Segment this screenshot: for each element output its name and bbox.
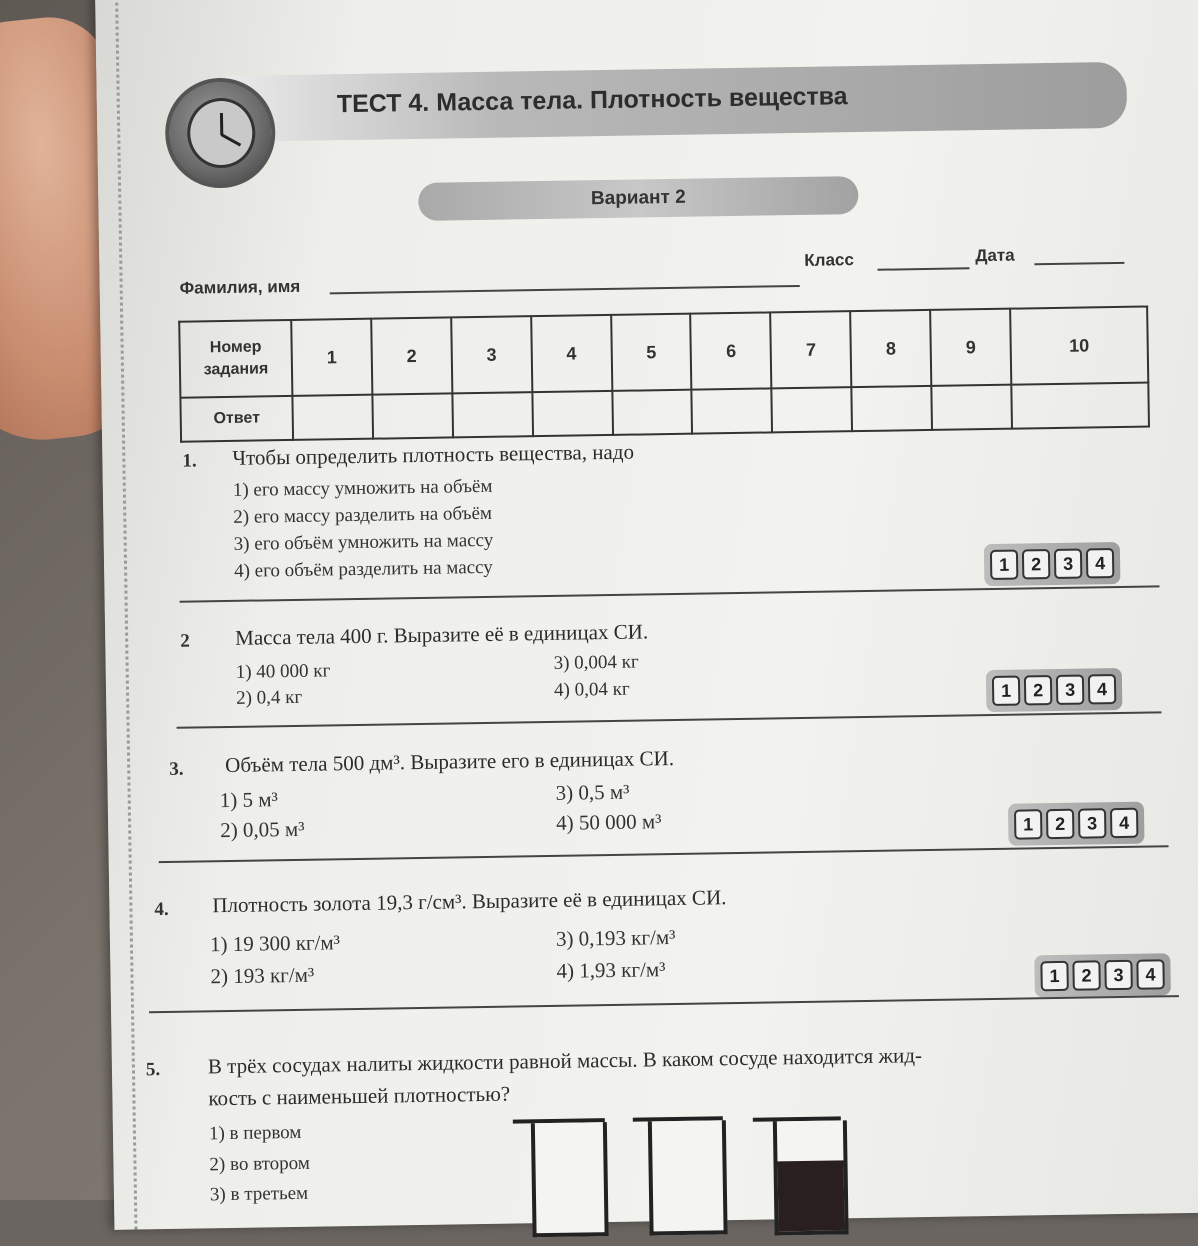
choice-box[interactable]: 1 (1014, 809, 1042, 839)
answer-cell[interactable] (612, 390, 693, 435)
answer-cell[interactable] (372, 393, 453, 438)
choice-box[interactable]: 3 (1054, 549, 1082, 579)
answer-cell[interactable] (1011, 383, 1149, 429)
task-number-cell: 4 (531, 315, 612, 392)
date-field[interactable] (1034, 261, 1124, 265)
choice-box[interactable]: 4 (1088, 674, 1116, 704)
answer-cell[interactable] (452, 392, 533, 437)
vessel-3-liquid (777, 1160, 844, 1231)
question-4-number: 4. (154, 898, 169, 921)
vessel-2-icon (648, 1120, 728, 1235)
variant-badge: Вариант 2 (418, 176, 859, 221)
choice-box[interactable]: 3 (1104, 960, 1132, 990)
question-3-option: 3) 0,5 м³ (555, 779, 630, 805)
question-5-option: 1) в первом (208, 1121, 302, 1145)
question-4-choices (1034, 953, 1171, 997)
task-label-line1: Номер (209, 338, 262, 357)
task-number-cell: 2 (371, 317, 452, 394)
answer-cell[interactable] (292, 395, 373, 440)
test-sheet (95, 0, 1198, 1230)
divider (177, 711, 1162, 728)
choice-box[interactable]: 1 (990, 550, 1018, 580)
name-field[interactable] (330, 284, 800, 294)
question-1-number: 1. (182, 450, 197, 472)
question-1-option: 4) его объём разделить на массу (233, 556, 493, 582)
question-1-option: 1) его массу умножить на объём (232, 475, 493, 501)
choice-box[interactable]: 3 (1056, 675, 1084, 705)
answer-cell[interactable] (772, 387, 853, 432)
choice-box[interactable]: 1 (1040, 961, 1068, 991)
question-2-text: Масса тела 400 г. Выразите её в единицах СИ. (235, 619, 649, 650)
divider (180, 585, 1160, 602)
question-2-option: 3) 0,004 кг (553, 651, 639, 674)
choice-box[interactable]: 2 (1072, 960, 1100, 990)
question-5-text-line1: В трёх сосудах налиты жидкости равной массы. В каком сосуде находится жид- (207, 1043, 923, 1079)
question-2-number: 2 (180, 630, 190, 652)
answer-cell[interactable] (692, 388, 773, 433)
question-5-option: 3) в третьем (209, 1182, 309, 1206)
question-5-text-line2: кость с наименьшей плотностью? (208, 1081, 511, 1111)
task-number-cell: 1 (291, 319, 372, 396)
class-label: Класс (804, 250, 855, 270)
vessel-3-icon (773, 1120, 849, 1235)
question-2-choices (986, 668, 1123, 712)
question-3-number: 3. (169, 758, 184, 780)
class-field[interactable] (877, 266, 969, 270)
question-4-text: Плотность золота 19,3 г/см³. Выразите её в единицах СИ. (212, 885, 727, 918)
task-label-line2: задания (203, 360, 269, 379)
vessel-1-icon (531, 1122, 609, 1237)
question-4-option: 2) 193 кг/м³ (210, 962, 315, 989)
answer-table (178, 305, 1150, 442)
choice-box[interactable]: 2 (1046, 809, 1074, 839)
question-3-choices (1008, 802, 1145, 846)
question-1-option: 2) его массу разделить на объём (233, 502, 493, 528)
divider (159, 845, 1169, 863)
question-4-option: 1) 19 300 кг/м³ (209, 930, 341, 957)
question-1-choices (984, 542, 1121, 586)
task-number-cell: 3 (451, 316, 532, 393)
answer-cell[interactable] (931, 385, 1012, 430)
question-4-option: 4) 1,93 кг/м³ (556, 957, 666, 983)
choice-box[interactable]: 4 (1086, 548, 1114, 578)
question-5-option: 2) во втором (209, 1152, 311, 1176)
task-number-cell: 9 (930, 309, 1011, 386)
task-number-header (179, 320, 292, 398)
answer-cell[interactable] (532, 391, 613, 436)
choice-box[interactable]: 3 (1078, 808, 1106, 838)
choice-box[interactable]: 2 (1022, 549, 1050, 579)
answer-header: Ответ (180, 396, 293, 442)
question-1-option: 3) его объём умножить на массу (233, 529, 494, 555)
task-number-cell: 10 (1010, 307, 1148, 385)
question-2-option: 1) 40 000 кг (235, 660, 331, 683)
choice-box[interactable]: 2 (1024, 675, 1052, 705)
name-label: Фамилия, имя (179, 276, 301, 298)
question-2-option: 2) 0,4 кг (235, 686, 303, 709)
question-5-number: 5. (145, 1059, 161, 1081)
divider (149, 995, 1179, 1013)
task-number-cell: 5 (611, 314, 692, 391)
choice-box[interactable]: 4 (1136, 959, 1164, 989)
test-title: ТЕСТ 4. Масса тела. Плотность вещества (336, 82, 848, 119)
task-number-cell: 8 (850, 310, 931, 387)
date-label: Дата (975, 245, 1015, 266)
task-number-cell: 7 (770, 311, 851, 388)
question-2-option: 4) 0,04 кг (553, 678, 630, 701)
question-3-option: 2) 0,05 м³ (220, 816, 305, 843)
question-3-text: Объём тела 500 дм³. Выразите его в единицах СИ. (225, 746, 675, 778)
question-1-text: Чтобы определить плотность вещества, надо (232, 439, 635, 470)
question-4-option: 3) 0,193 кг/м³ (555, 925, 676, 951)
choice-box[interactable]: 1 (992, 676, 1020, 706)
task-number-cell: 6 (691, 312, 772, 389)
clock-icon (164, 77, 276, 189)
answer-cell[interactable] (852, 386, 933, 431)
question-3-option: 1) 5 м³ (219, 787, 278, 813)
question-3-option: 4) 50 000 м³ (555, 809, 662, 835)
choice-box[interactable]: 4 (1110, 808, 1138, 838)
